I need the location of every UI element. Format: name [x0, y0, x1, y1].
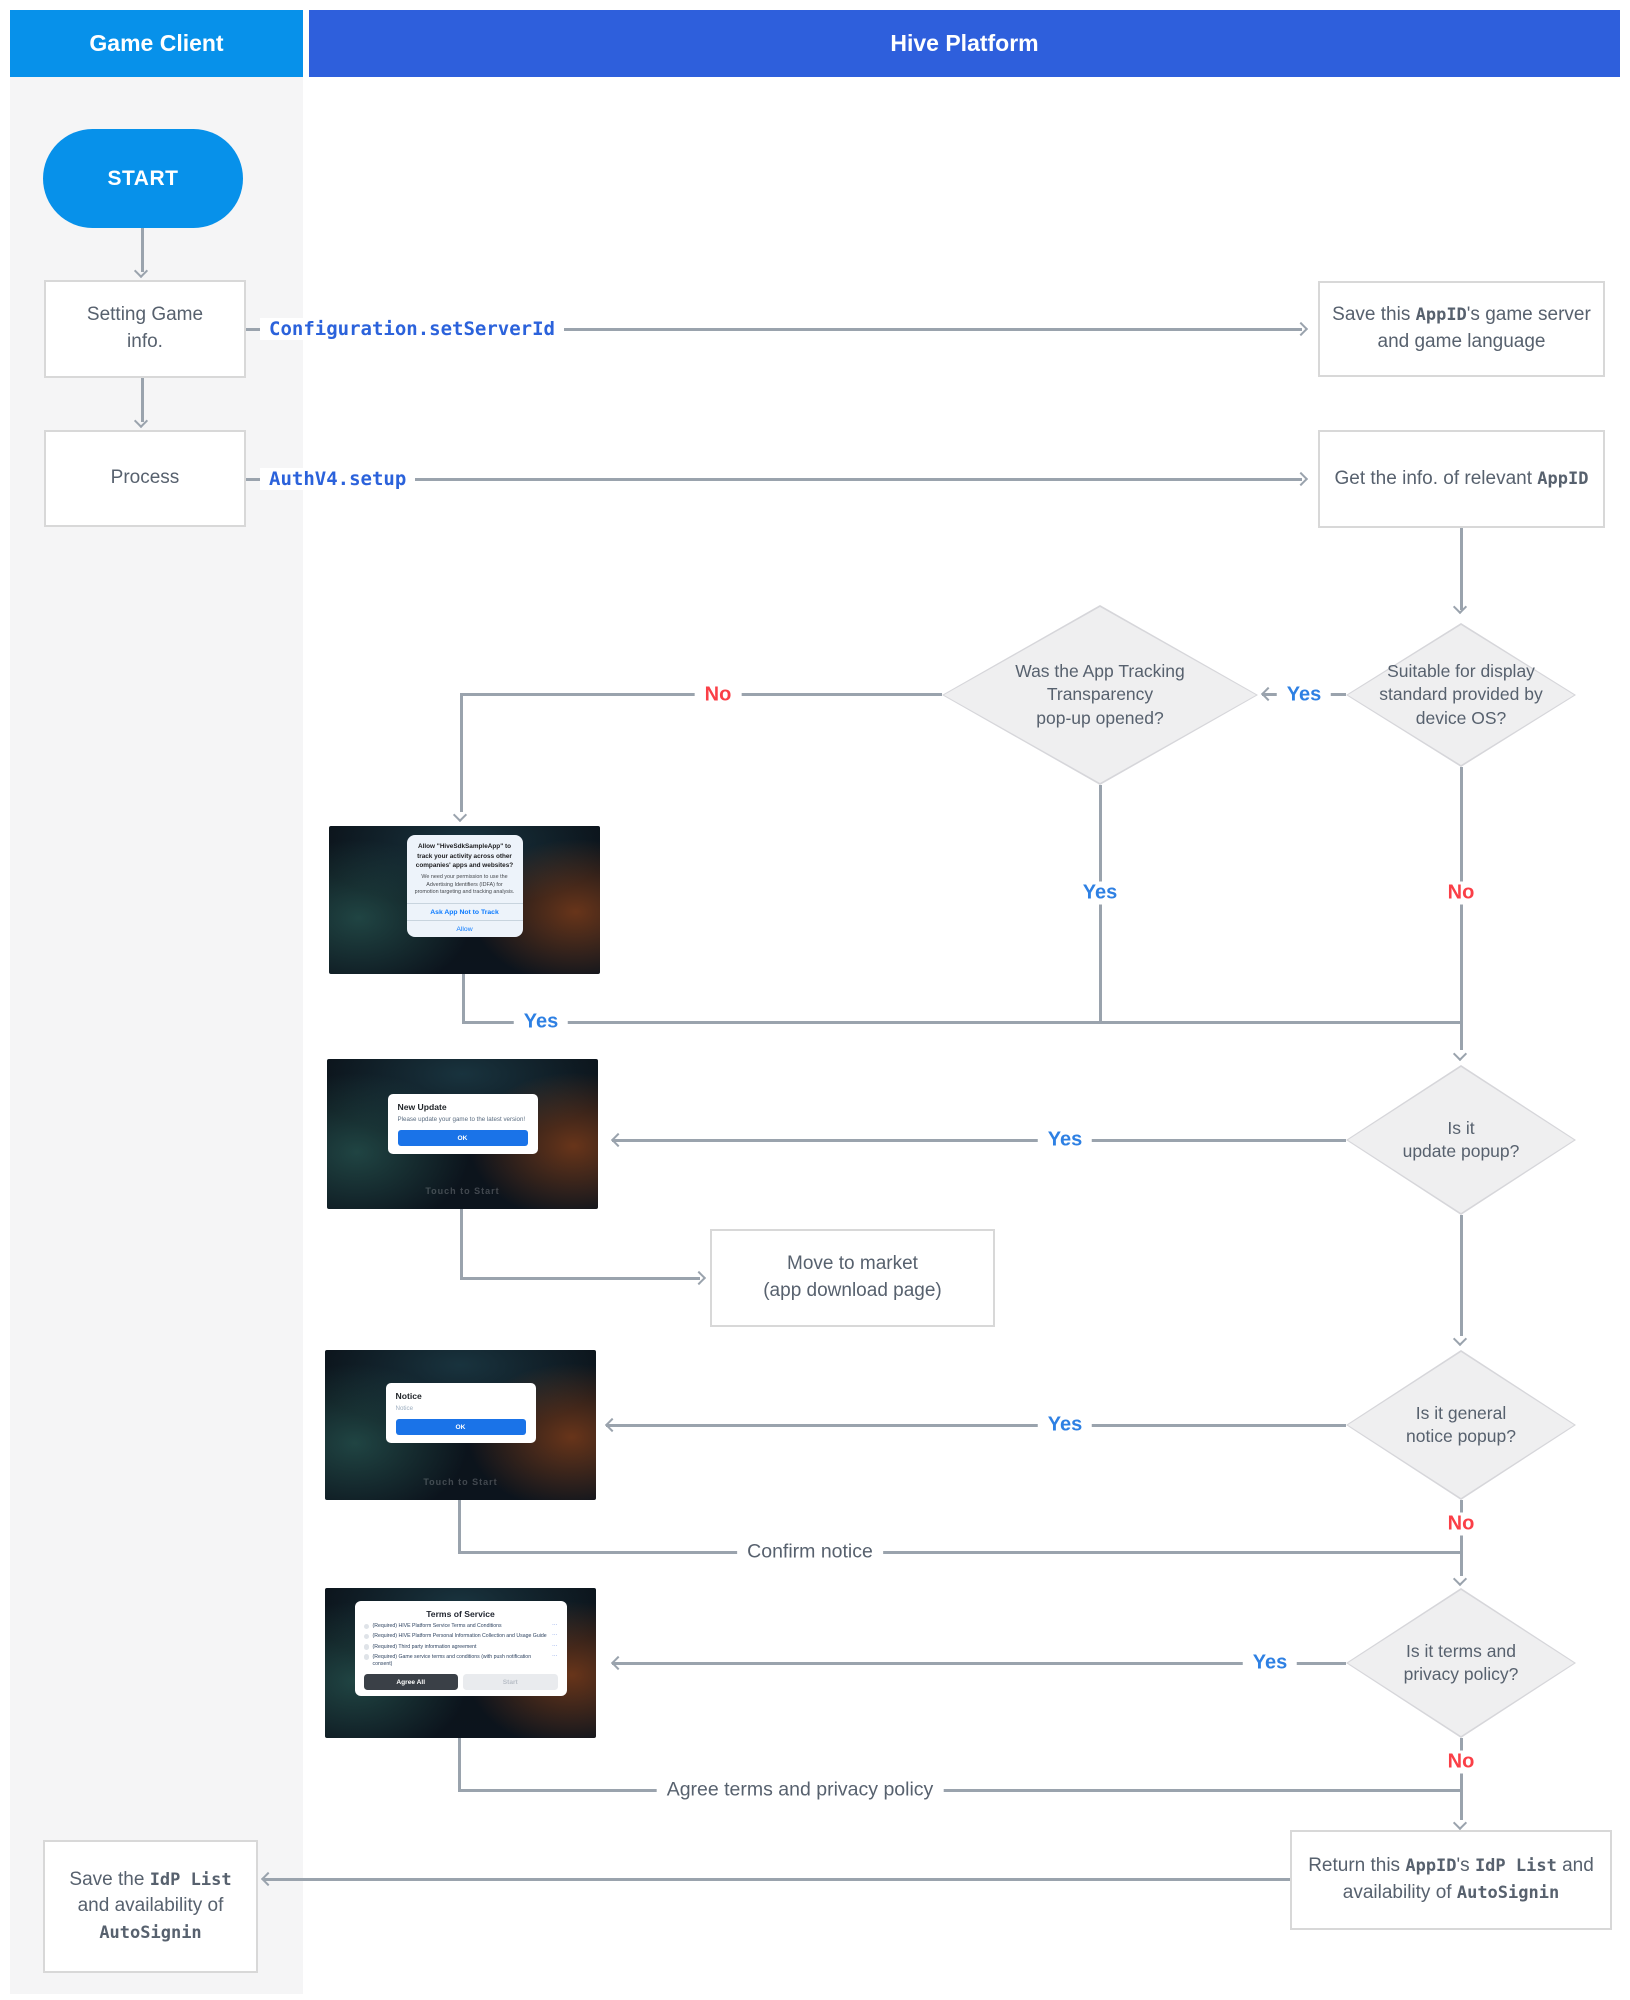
tos-item-row: [364, 1654, 558, 1669]
arrow-down-icon: [1453, 600, 1467, 614]
no-label-terms: No: [1438, 1751, 1485, 1774]
confirm-notice-label: Confirm notice: [737, 1541, 883, 1564]
att-line2: Transparency: [1046, 684, 1154, 705]
return-idp-text2: 's: [1456, 1855, 1475, 1877]
hive-platform-header: [309, 10, 1620, 77]
att-dialog-title: Allow "HiveSdkSampleApp" to track your activity across other companies' apps and websites?: [415, 843, 514, 870]
decision-terms-text: [1346, 1588, 1576, 1738]
autosignin-code: AutoSignin: [1456, 1883, 1560, 1903]
terms-line2: privacy policy?: [1403, 1664, 1519, 1684]
checkbox-icon: [364, 1644, 370, 1650]
move-market-line1: Move to market: [787, 1253, 918, 1275]
arrow-down-icon: [1453, 1332, 1467, 1346]
idp-list-code: IdP List: [1474, 1856, 1557, 1877]
connector-update-yes: [612, 1139, 1346, 1142]
ask-app-not-to-track-button: Ask App Not to Track: [407, 903, 523, 920]
ok-button: OK: [396, 1419, 526, 1435]
arrow-right-icon: [692, 1271, 706, 1285]
notice-line1: Is it general: [1415, 1402, 1507, 1423]
tos-item-1: (Required) HIVE Platform Service Terms and Conditions: [372, 1623, 502, 1629]
yes-label-suitable: Yes: [1277, 684, 1331, 707]
setting-game-info-node: [44, 280, 246, 378]
connector-tosshot-down: [458, 1738, 461, 1791]
suitable-line2: standard provided by: [1379, 684, 1543, 705]
touch-to-start-text: Touch to Start: [423, 1477, 498, 1487]
notice-title: Notice: [395, 1391, 422, 1401]
tos-title: Terms of Service: [426, 1609, 495, 1619]
arrow-down-icon: [1453, 1816, 1467, 1830]
process-label: Process: [110, 467, 180, 489]
appid-code: AppID: [1537, 468, 1589, 489]
setting-game-line2: info.: [127, 331, 163, 352]
start-button: Start: [463, 1674, 558, 1690]
game-client-header: [10, 10, 303, 77]
yes-label-update: Yes: [1038, 1129, 1092, 1152]
tos-item-row: [364, 1623, 558, 1630]
update-line1: Is it: [1447, 1117, 1475, 1138]
att-dialog: [407, 835, 523, 937]
new-update-title: New Update: [397, 1102, 447, 1112]
decision-att-text: [942, 605, 1258, 785]
save-idp-text1: Save the: [69, 1868, 150, 1890]
game-client-header-label: Game Client: [89, 30, 224, 56]
decision-update-popup: [1346, 1065, 1576, 1215]
return-idp-node: [1290, 1830, 1612, 1930]
autosignin-code: AutoSignin: [99, 1922, 202, 1943]
notice-line2: notice popup?: [1406, 1426, 1516, 1446]
arrow-right-icon: [1294, 322, 1308, 336]
connector-confirm-notice: [458, 1551, 1461, 1554]
yes-label-notice: Yes: [1038, 1414, 1092, 1437]
tos-item-3: (Required) Third party information agreement: [372, 1643, 477, 1650]
agree-all-button: Agree All: [364, 1674, 459, 1690]
decision-suitable-text: [1346, 623, 1576, 767]
att-popup-screenshot: [329, 826, 600, 974]
tos-dialog: [355, 1601, 567, 1696]
move-to-market-node: [710, 1229, 995, 1327]
notice-body: Notice: [395, 1405, 414, 1412]
checkbox-icon: [364, 1634, 370, 1640]
appid-code: AppID: [1415, 305, 1467, 326]
new-update-screenshot: [327, 1059, 598, 1209]
agree-terms-label: Agree terms and privacy policy: [657, 1779, 944, 1802]
connector-att-no-down: [460, 693, 463, 812]
setting-game-line1: Setting Game: [86, 304, 204, 326]
notice-screenshot: [325, 1350, 596, 1500]
process-node: [44, 430, 246, 527]
decision-suitable-display: [1346, 623, 1576, 767]
no-label-notice: No: [1438, 1513, 1485, 1536]
allow-button: Allow: [407, 920, 523, 937]
get-appid-info-node: [1318, 430, 1605, 528]
connector-updateshot-down: [460, 1209, 463, 1279]
arrow-down-icon: [1453, 1047, 1467, 1061]
return-idp-text1: Return this: [1308, 1855, 1406, 1877]
decision-terms-privacy: [1346, 1588, 1576, 1738]
more-icon: ⋯: [552, 1643, 558, 1650]
connector-attshot-down: [462, 974, 465, 1023]
connector-notice-yes: [606, 1424, 1346, 1427]
connector-noticeshot-down: [458, 1500, 461, 1553]
save-idp-text2: and availability of: [77, 1895, 224, 1917]
arrow-left-icon: [1261, 687, 1275, 701]
yes-label-terms: Yes: [1243, 1652, 1297, 1675]
appid-code: AppID: [1405, 1856, 1457, 1877]
att-line3: pop-up opened?: [1036, 707, 1164, 728]
update-line2: update popup?: [1402, 1141, 1520, 1161]
tos-item-row: [364, 1633, 558, 1640]
terms-line1: Is it terms and: [1406, 1640, 1516, 1661]
tos-item-row: [364, 1644, 558, 1651]
arrow-left-icon: [611, 1656, 625, 1670]
arrow-left-icon: [611, 1133, 625, 1147]
connector-getinfo-to-suitable: [1460, 528, 1463, 610]
connector-terms-yes: [612, 1662, 1346, 1665]
checkbox-icon: [364, 1654, 370, 1660]
att-dialog-body: We need your permission to use the Advertising Identifiers (IDFA) for promotion targeting and tracking analysis.: [414, 873, 515, 896]
connector-return-to-save: [264, 1878, 1290, 1881]
hive-platform-header-label: Hive Platform: [890, 30, 1039, 56]
start-label: START: [107, 166, 179, 190]
more-icon: ⋯: [552, 1623, 558, 1629]
decision-notice-popup: [1346, 1350, 1576, 1500]
new-update-body: Please update your game to the latest version!: [397, 1116, 526, 1123]
more-icon: ⋯: [552, 1653, 558, 1660]
tos-item-2: (Required) HIVE Platform Personal Information Collection and Usage Guide: [372, 1633, 547, 1640]
connector-to-market: [460, 1277, 700, 1280]
save-appid-node: [1318, 281, 1605, 377]
idp-list-code: IdP List: [149, 1869, 232, 1890]
start-node: [43, 129, 243, 228]
tos-item-4: (Required) Game service terms and conditions (with push notification consent): [372, 1653, 532, 1668]
checkbox-icon: [364, 1624, 370, 1630]
save-appid-text2: 's game server and game language: [1377, 304, 1591, 352]
no-label-att: No: [695, 684, 742, 707]
connector-suitable-no-down: [1460, 767, 1463, 1050]
tos-buttons: [364, 1674, 558, 1690]
save-idp-node: [43, 1840, 258, 1973]
arrow-left-icon: [605, 1418, 619, 1432]
decision-update-text: [1346, 1065, 1576, 1215]
ok-button: OK: [398, 1130, 528, 1146]
authv4-setup-label: AuthV4.setup: [260, 468, 415, 490]
att-line1: Was the App Tracking: [1015, 661, 1185, 682]
new-update-dialog: [388, 1094, 538, 1154]
decision-notice-text: [1346, 1350, 1576, 1500]
notice-dialog: [386, 1383, 536, 1443]
yes-label-attshot: Yes: [514, 1011, 568, 1034]
more-icon: ⋯: [552, 1633, 558, 1640]
connector-update-no-down: [1460, 1215, 1463, 1336]
connector-att-yes-merge: [462, 1021, 1461, 1024]
connector-agree-terms: [458, 1789, 1461, 1792]
yes-label-attdiamond: Yes: [1073, 882, 1127, 905]
decision-att-popup: [942, 605, 1258, 785]
move-market-line2: (app download page): [763, 1280, 942, 1301]
suitable-line3: device OS?: [1415, 707, 1507, 728]
terms-of-service-screenshot: [325, 1588, 596, 1738]
arrow-down-icon: [453, 808, 467, 822]
config-setserverid-label: Configuration.setServerId: [260, 318, 564, 340]
touch-to-start-text: Touch to Start: [425, 1186, 500, 1196]
save-appid-text: Save this: [1332, 304, 1416, 326]
arrow-down-icon: [1453, 1572, 1467, 1586]
return-idp-text3: and availability of: [1342, 1855, 1594, 1903]
arrow-right-icon: [1294, 472, 1308, 486]
suitable-line1: Suitable for display: [1387, 661, 1535, 682]
connector-notice-no-down: [1460, 1500, 1463, 1576]
no-label-suitable: No: [1438, 882, 1485, 905]
get-info-text: Get the info. of relevant: [1334, 467, 1538, 489]
